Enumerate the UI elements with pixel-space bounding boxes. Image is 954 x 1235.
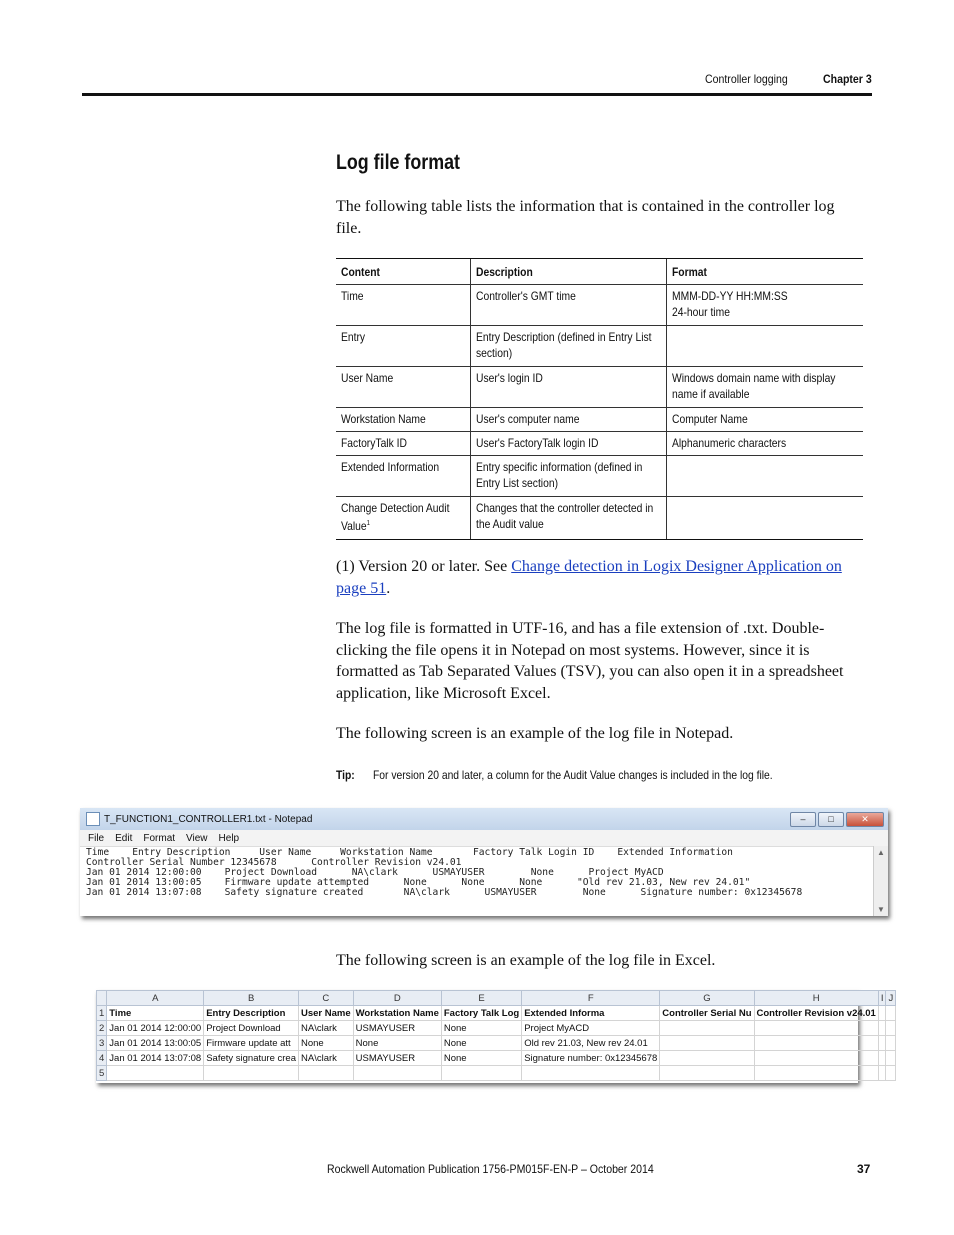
table-cell: Entry Description (defined in Entry List section) (470, 326, 666, 367)
notepad-window-title: T_FUNCTION1_CONTROLLER1.txt - Notepad (104, 813, 313, 825)
table-cell (666, 497, 863, 540)
column-header: Description (470, 259, 666, 285)
row-header[interactable]: 2 (97, 1021, 107, 1036)
spreadsheet-cell[interactable] (878, 1006, 886, 1021)
table-cell: User Name (336, 367, 470, 408)
column-header[interactable]: J (886, 991, 896, 1006)
spreadsheet-cell[interactable] (878, 1066, 886, 1081)
tip-text: For version 20 and later, a column for the Audit Value changes is included in the log file. (373, 768, 773, 782)
spreadsheet-cell[interactable]: Signature number: 0x12345678 (522, 1051, 660, 1066)
spreadsheet-cell[interactable]: USMAYUSER (353, 1021, 441, 1036)
notepad-app-icon (86, 812, 100, 826)
row-header[interactable]: 1 (97, 1006, 107, 1021)
table-cell: Change Detection Audit Value$^1$ (336, 497, 470, 540)
header-rule (82, 93, 872, 96)
spreadsheet-cell[interactable]: Controller Revision v24.01 (754, 1006, 878, 1021)
scroll-down-icon[interactable]: ▼ (877, 905, 885, 914)
table-row (336, 367, 863, 408)
close-icon[interactable]: ✕ (846, 812, 884, 827)
spreadsheet-cell[interactable]: None (441, 1036, 521, 1051)
spreadsheet-cell[interactable]: Jan 01 2014 13:07:08 (107, 1051, 204, 1066)
spreadsheet-row (97, 1036, 896, 1051)
row-header[interactable]: 4 (97, 1051, 107, 1066)
menu-view[interactable]: View (186, 832, 208, 844)
notepad-line: Jan 01 2014 13:00:05 Firmware update attempted None None None "Old rev 21.03, New rev 24.01" (86, 877, 751, 888)
spreadsheet-cell[interactable] (886, 1066, 896, 1081)
notepad-line: Jan 01 2014 12:00:00 Project Download NA\clark USMAYUSER None Project MyACD (86, 867, 664, 878)
spreadsheet-cell[interactable]: User Name (299, 1006, 354, 1021)
table-footnote (336, 556, 856, 599)
spreadsheet-cell[interactable] (353, 1066, 441, 1081)
spreadsheet-cell[interactable] (660, 1021, 754, 1036)
spreadsheet-cell[interactable]: None (441, 1051, 521, 1066)
spreadsheet-cell[interactable] (441, 1066, 521, 1081)
table-row (336, 497, 863, 540)
spreadsheet-cell[interactable]: Jan 01 2014 12:00:00 (107, 1021, 204, 1036)
spreadsheet-cell[interactable]: Safety signature crea (204, 1051, 299, 1066)
maximize-icon[interactable]: □ (818, 812, 844, 827)
table-cell: Entry (336, 326, 470, 367)
spreadsheet-cell[interactable] (878, 1051, 886, 1066)
spreadsheet-cell[interactable]: Controller Serial Nu (660, 1006, 754, 1021)
row-header[interactable]: 3 (97, 1036, 107, 1051)
spreadsheet-cell[interactable]: None (353, 1036, 441, 1051)
table-cell: Time (336, 285, 470, 326)
column-header[interactable]: E (441, 991, 521, 1006)
table-header-row (336, 259, 863, 285)
spreadsheet-cell[interactable] (754, 1051, 878, 1066)
menu-format[interactable]: Format (143, 832, 176, 844)
spreadsheet-cell[interactable] (107, 1066, 204, 1081)
notepad-line: Time Entry Description User Name Workstation Name Factory Talk Login ID Extended Information (86, 847, 733, 858)
spreadsheet-cell[interactable] (660, 1036, 754, 1051)
column-header[interactable]: D (353, 991, 441, 1006)
spreadsheet-cell[interactable]: Extended Informa (522, 1006, 660, 1021)
minimize-icon[interactable]: – (790, 812, 816, 827)
table-cell: Entry specific information (defined in Entry List section) (470, 456, 666, 497)
column-header[interactable]: B (204, 991, 299, 1006)
spreadsheet-cell[interactable]: USMAYUSER (353, 1051, 441, 1066)
spreadsheet-cell[interactable]: Time (107, 1006, 204, 1021)
table-row (336, 456, 863, 497)
spreadsheet-cell[interactable]: Factory Talk Log (441, 1006, 521, 1021)
spreadsheet-cell[interactable]: Workstation Name (353, 1006, 441, 1021)
spreadsheet-row (97, 1051, 896, 1066)
spreadsheet-row (97, 1006, 896, 1021)
spreadsheet-cell[interactable]: NA\clark (299, 1021, 354, 1036)
intro-paragraph: The following table lists the information that is contained in the controller log file. (336, 198, 835, 237)
running-header-section: Controller logging (705, 72, 788, 86)
table-cell: User's login ID (470, 367, 666, 408)
spreadsheet-cell[interactable] (878, 1021, 886, 1036)
scroll-up-icon[interactable]: ▲ (877, 848, 885, 857)
spreadsheet-cell[interactable] (886, 1021, 896, 1036)
spreadsheet-cell[interactable]: None (299, 1036, 354, 1051)
notepad-menubar (80, 830, 888, 847)
table-cell: Windows domain name with display name if available (666, 367, 863, 408)
column-header-row (97, 991, 896, 1006)
spreadsheet-cell[interactable]: Entry Description (204, 1006, 299, 1021)
notepad-text-area[interactable] (80, 847, 888, 916)
spreadsheet-cell[interactable] (754, 1021, 878, 1036)
spreadsheet-cell[interactable]: Firmware update att (204, 1036, 299, 1051)
notepad-intro-paragraph: The following screen is an example of the log file in Notepad. (336, 725, 734, 742)
spreadsheet-row (97, 1066, 896, 1081)
table-cell: Controller's GMT time (470, 285, 666, 326)
table-cell: Workstation Name (336, 408, 470, 432)
column-header: Content (336, 259, 470, 285)
spreadsheet-cell[interactable]: None (441, 1021, 521, 1036)
table-cell: FactoryTalk ID (336, 432, 470, 456)
spreadsheet-cell[interactable] (754, 1036, 878, 1051)
row-header[interactable]: 5 (97, 1066, 107, 1081)
notepad-line: Controller Serial Number 12345678 Controller Revision v24.01 (86, 857, 462, 868)
spreadsheet-cell[interactable] (886, 1051, 896, 1066)
footnote-suffix: . (386, 579, 391, 597)
format-paragraph: The log file is formatted in UTF-16, and has a file extension of .txt. Double-clicking the file opens it in Notepad on most systems. However, since it is formatted as Tab Separated Values (TSV), you can also open it in a spreadsheet application, like Microsoft Excel. (336, 620, 844, 702)
spreadsheet-cell[interactable] (878, 1036, 886, 1051)
notepad-titlebar (80, 808, 888, 830)
spreadsheet-cell[interactable]: NA\clark (299, 1051, 354, 1066)
column-header: Format (666, 259, 863, 285)
spreadsheet-cell[interactable] (886, 1036, 896, 1051)
table-row (336, 408, 863, 432)
spreadsheet-cell[interactable] (299, 1066, 354, 1081)
spreadsheet-cell[interactable]: Project Download (204, 1021, 299, 1036)
spreadsheet-cell[interactable] (886, 1006, 896, 1021)
column-header[interactable]: F (522, 991, 660, 1006)
table-cell (666, 326, 863, 367)
notepad-line: Jan 01 2014 13:07:08 Safety signature created NA\clark USMAYUSER None Signature number: 0x12345678 (86, 887, 803, 898)
table-cell: Computer Name (666, 408, 863, 432)
footnote-link[interactable]: Change detection in Logix Designer Application on page 51 (336, 558, 842, 597)
column-header[interactable]: H (754, 991, 878, 1006)
column-header[interactable]: A (107, 991, 204, 1006)
table-cell: Extended Information (336, 456, 470, 497)
page-number: 37 (857, 1162, 871, 1176)
running-header-chapter: Chapter 3 (823, 72, 872, 86)
tip-label: Tip: (336, 768, 355, 782)
table-cell: Changes that the controller detected in the Audit value (470, 497, 666, 540)
spreadsheet-cell[interactable]: Jan 01 2014 13:00:05 (107, 1036, 204, 1051)
spreadsheet-grid (96, 990, 896, 1081)
menu-help[interactable]: Help (218, 832, 240, 844)
column-header[interactable]: G (660, 991, 754, 1006)
table-row (336, 326, 863, 367)
spreadsheet-cell[interactable] (660, 1051, 754, 1066)
log-content-table (336, 258, 863, 540)
footnote-marker: 1 (366, 520, 370, 527)
table-row (336, 285, 863, 326)
select-all-corner[interactable] (97, 991, 107, 1006)
spreadsheet-row (97, 1021, 896, 1036)
column-header[interactable]: C (299, 991, 354, 1006)
spreadsheet-cell[interactable] (660, 1066, 754, 1081)
menu-edit[interactable]: Edit (115, 832, 133, 844)
spreadsheet-cell[interactable] (204, 1066, 299, 1081)
spreadsheet-cell[interactable] (754, 1066, 878, 1081)
table-row (336, 432, 863, 456)
section-title: Log file format (336, 151, 460, 174)
spreadsheet-cell[interactable] (522, 1066, 660, 1081)
table-cell (666, 456, 863, 497)
table-cell: User's FactoryTalk login ID (470, 432, 666, 456)
table-cell: User's computer name (470, 408, 666, 432)
footer-publication: Rockwell Automation Publication 1756-PM015F-EN-P – October 2014 (327, 1162, 654, 1176)
notepad-screenshot (80, 808, 888, 916)
spreadsheet-cell[interactable]: Old rev 21.03, New rev 24.01 (522, 1036, 660, 1051)
column-header[interactable]: I (878, 991, 886, 1006)
table-cell: MMM-DD-YY HH:MM:SS 24-hour time (666, 285, 863, 326)
vertical-scrollbar[interactable] (873, 846, 888, 916)
table-cell: Alphanumeric characters (666, 432, 863, 456)
excel-intro-paragraph: The following screen is an example of the log file in Excel. (336, 952, 716, 969)
excel-screenshot (96, 990, 894, 1083)
footnote-prefix: (1) Version 20 or later. See (336, 558, 512, 575)
spreadsheet-cell[interactable]: Project MyACD (522, 1021, 660, 1036)
menu-file[interactable]: File (88, 832, 105, 844)
